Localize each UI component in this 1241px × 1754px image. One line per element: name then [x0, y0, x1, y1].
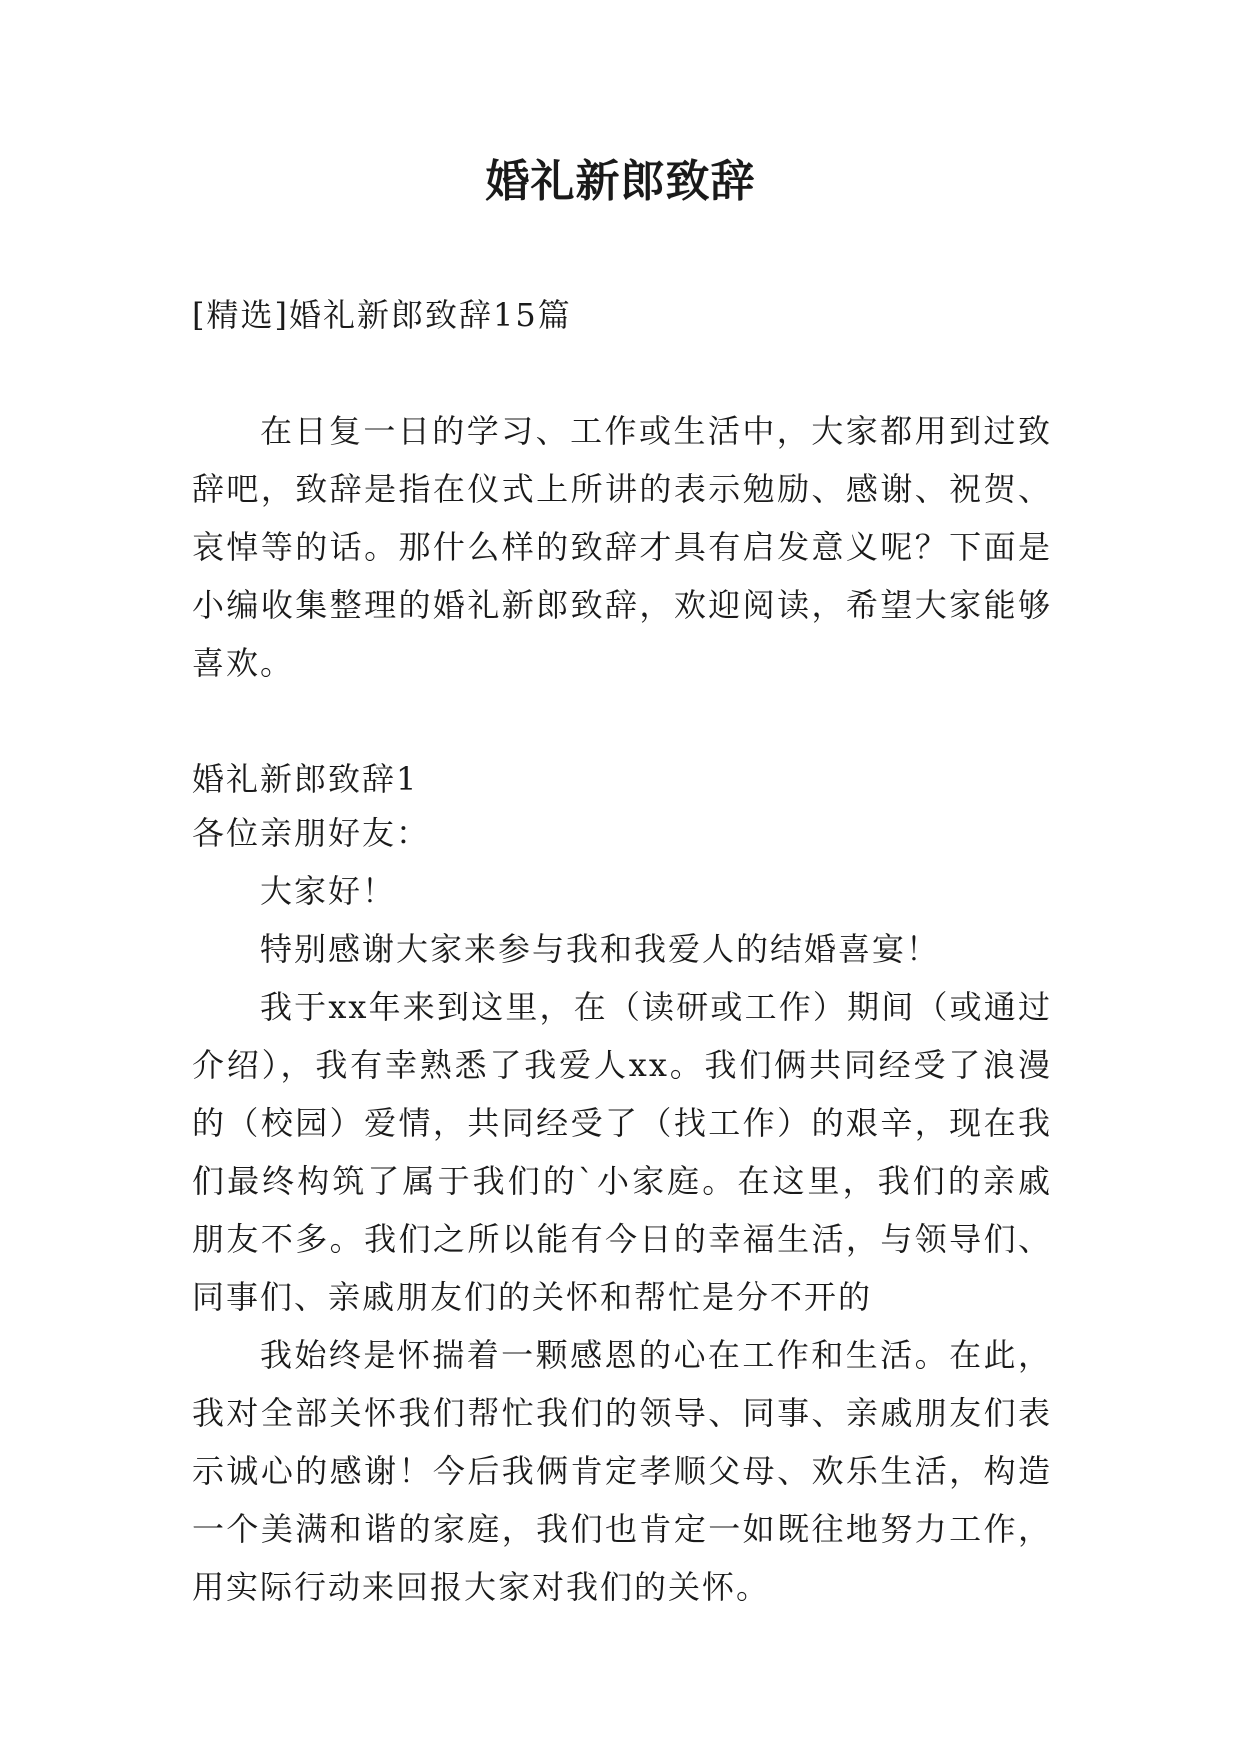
section-heading: 婚礼新郎致辞1 [192, 760, 419, 798]
body-paragraph-3: 我始终是怀揣着一颗感恩的心在工作和生活。在此，我对全部关怀我们帮忙我们的领导、同事、亲戚朋友们表示诚心的感谢！今后我俩肯定孝顺父母、欢乐生活，构造一个美满和谐的家庭，我们也肯定一如既往地努力工作，用实际行动来回报大家对我们的关怀。 [192, 1336, 1052, 1606]
spacer [192, 344, 1052, 402]
intro-paragraph: 在日复一日的学习、工作或生活中，大家都用到过致辞吧，致辞是指在仪式上所讲的表示勉励、感谢、祝贺、哀悼等的话。那什么样的致辞才具有启发意义呢？下面是小编收集整理的婚礼新郎致辞，欢迎阅读，希望大家能够喜欢。 [192, 412, 1052, 682]
document-title: 婚礼新郎致辞 [485, 156, 756, 207]
body-paragraph-1: 特别感谢大家来参与我和我爱人的结婚喜宴！ [260, 930, 941, 968]
body-paragraph-2: 我于xx年来到这里，在（读研或工作）期间（或通过介绍），我有幸熟悉了我爱人xx。我们俩共同经受了浪漫的（校园）爱情，共同经受了（找工作）的艰辛，现在我们最终构筑了属于我们的`小家庭。在这里，我们的亲戚朋友不多。我们之所以能有今日的幸福生活，与领导们、同事们、亲戚朋友们的关怀和帮忙是分不开的 [192, 988, 1052, 1316]
document-subtitle: [精选]婚礼新郎致辞15篇 [192, 296, 572, 334]
document-body [192, 286, 1052, 1616]
greeting: 大家好！ [260, 872, 397, 910]
spacer [192, 692, 1052, 750]
salutation: 各位亲朋好友： [192, 814, 431, 852]
